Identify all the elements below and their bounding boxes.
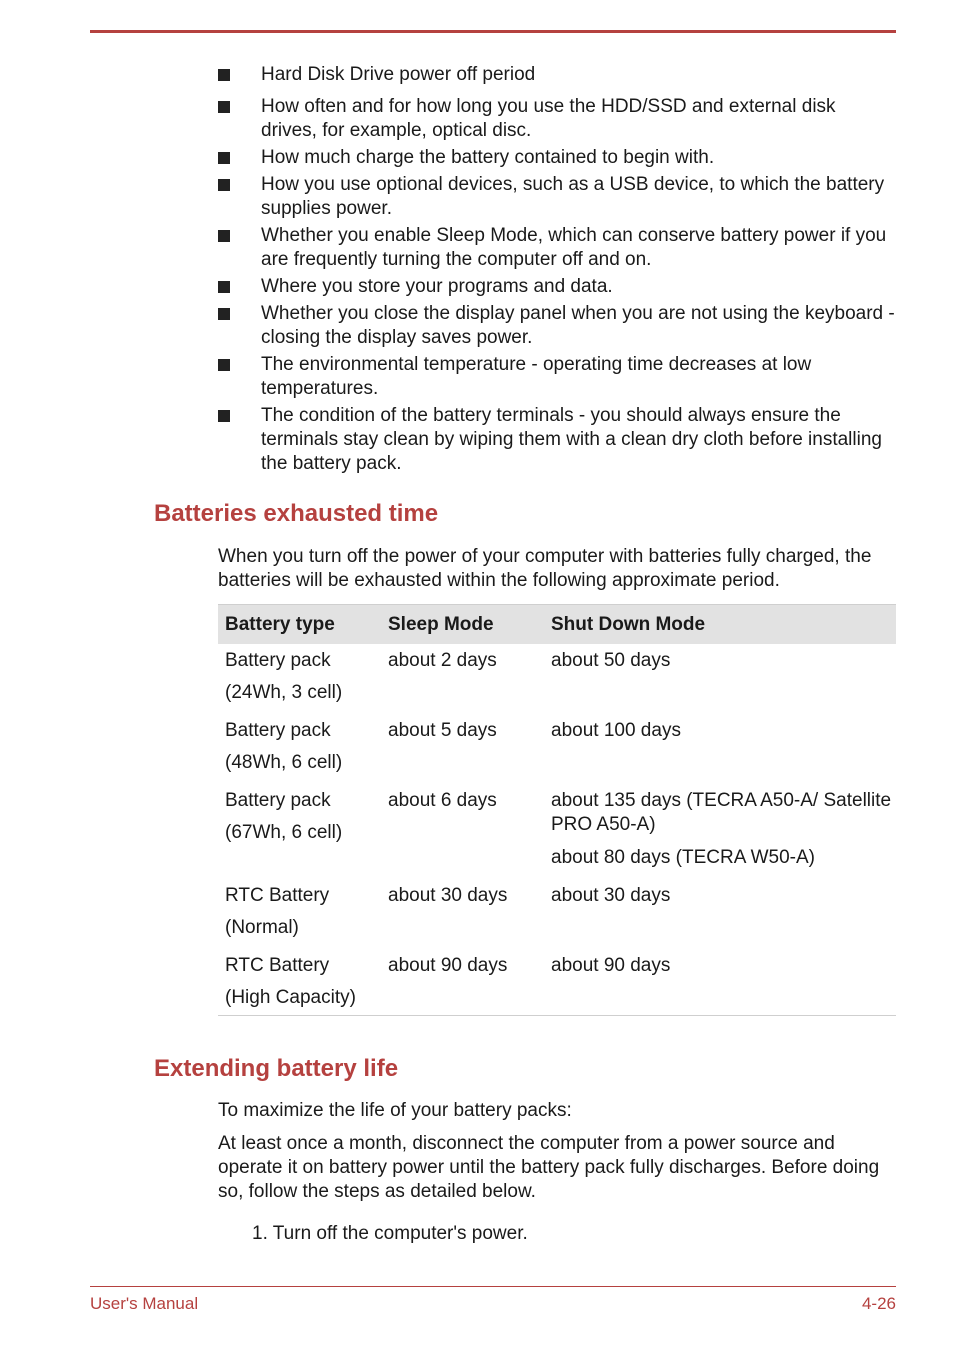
table-row — [218, 644, 896, 714]
header-rule — [90, 30, 896, 33]
extending-intro: To maximize the life of your battery packs: — [218, 1100, 572, 1121]
extending-body: At least once a month, disconnect the computer from a power source and operate it on battery power until the battery pack fully discharges. Before doing so, follow the steps as detailed below. — [218, 1133, 880, 1202]
list-item-text: The environmental temperature - operating time decreases at low temperatures. — [261, 354, 812, 399]
square-bullet-icon — [218, 152, 230, 164]
shut-down-value-alt: about 80 days (TECRA W50-A) — [551, 847, 815, 868]
list-item — [218, 302, 896, 350]
list-item-text: How you use optional devices, such as a USB device, to which the battery supplies power. — [261, 174, 885, 219]
square-bullet-icon — [218, 230, 230, 242]
section-heading-exhausted: Batteries exhausted time — [154, 500, 439, 527]
battery-type-label: Battery pack — [225, 650, 331, 671]
table-row — [218, 949, 896, 1016]
list-item — [218, 95, 896, 143]
cell-sleep-mode: about 30 days — [388, 885, 508, 906]
cell-battery-type — [218, 949, 381, 1016]
battery-type-spec: (Normal) — [225, 917, 299, 938]
cell-battery-type — [218, 879, 381, 949]
square-bullet-icon — [218, 308, 230, 320]
square-bullet-icon — [218, 281, 230, 293]
cell-shut-down-mode: about 30 days — [551, 885, 671, 906]
cell-sleep-mode: about 2 days — [388, 650, 497, 671]
battery-type-spec: (High Capacity) — [225, 987, 356, 1008]
list-item — [218, 353, 896, 401]
section-heading-extending: Extending battery life — [154, 1055, 399, 1082]
battery-type-spec: (24Wh, 3 cell) — [225, 682, 343, 703]
cell-battery-type — [218, 784, 381, 879]
list-item — [218, 173, 896, 221]
table-row — [218, 714, 896, 784]
list-item-text: How often and for how long you use the HDD/SSD and external disk drives, for example, optical disc. — [261, 96, 836, 141]
footer-rule — [90, 1286, 896, 1287]
list-item-text: How much charge the battery contained to begin with. — [261, 147, 715, 168]
steps-list — [252, 1222, 528, 1246]
cell-sleep-mode: about 90 days — [381, 949, 544, 1016]
square-bullet-icon — [218, 359, 230, 371]
cell-shut-down-mode: about 90 days — [544, 949, 896, 1016]
battery-type-spec: (48Wh, 6 cell) — [225, 752, 343, 773]
cell-battery-type — [218, 714, 381, 784]
list-item — [218, 275, 896, 299]
column-header-battery-type: Battery type — [218, 605, 381, 645]
footer-page-number: 4-26 — [861, 1294, 896, 1313]
list-item — [218, 63, 896, 87]
list-item-text: Whether you enable Sleep Mode, which can conserve battery power if you are frequently turning the computer off and on. — [261, 225, 887, 270]
shut-down-value: about 135 days (TECRA A50-A/ Satellite PRO A50-A) — [551, 790, 892, 835]
square-bullet-icon — [218, 69, 230, 81]
list-item-text: Whether you close the display panel when you are not using the keyboard - closing the display saves power. — [261, 303, 895, 348]
battery-type-label: RTC Battery — [225, 885, 330, 906]
list-item-text: Hard Disk Drive power off period — [261, 64, 536, 85]
list-item — [218, 224, 896, 272]
column-header-sleep-mode: Sleep Mode — [381, 605, 544, 645]
column-header-shut-down-mode: Shut Down Mode — [544, 605, 896, 645]
cell-sleep-mode: about 5 days — [388, 720, 497, 741]
cell-shut-down-mode — [544, 784, 896, 879]
list-item — [218, 146, 896, 170]
battery-type-label: RTC Battery — [225, 955, 330, 976]
square-bullet-icon — [218, 410, 230, 422]
list-item — [218, 404, 896, 476]
cell-battery-type — [218, 644, 381, 714]
table-row — [218, 879, 896, 949]
factor-list — [218, 63, 896, 479]
exhausted-intro: When you turn off the power of your computer with batteries fully charged, the batteries will be exhausted within the following approximate period. — [218, 546, 872, 591]
battery-type-spec: (67Wh, 6 cell) — [225, 822, 343, 843]
list-item-text: Where you store your programs and data. — [261, 276, 613, 297]
cell-shut-down-mode: about 100 days — [551, 720, 681, 741]
cell-sleep-mode: about 6 days — [388, 790, 497, 811]
step-item: 1. Turn off the computer's power. — [252, 1223, 528, 1244]
list-item-text: The condition of the battery terminals - you should always ensure the terminals stay clean by wiping them with a clean dry cloth before installing the battery pack. — [261, 405, 882, 474]
table-header-row — [218, 605, 896, 645]
battery-type-label: Battery pack — [225, 720, 331, 741]
square-bullet-icon — [218, 101, 230, 113]
footer-manual-title: User's Manual — [90, 1294, 199, 1313]
square-bullet-icon — [218, 179, 230, 191]
table-row — [218, 784, 896, 879]
battery-table — [218, 604, 896, 1016]
cell-shut-down-mode: about 50 days — [551, 650, 671, 671]
battery-type-label: Battery pack — [225, 790, 331, 811]
